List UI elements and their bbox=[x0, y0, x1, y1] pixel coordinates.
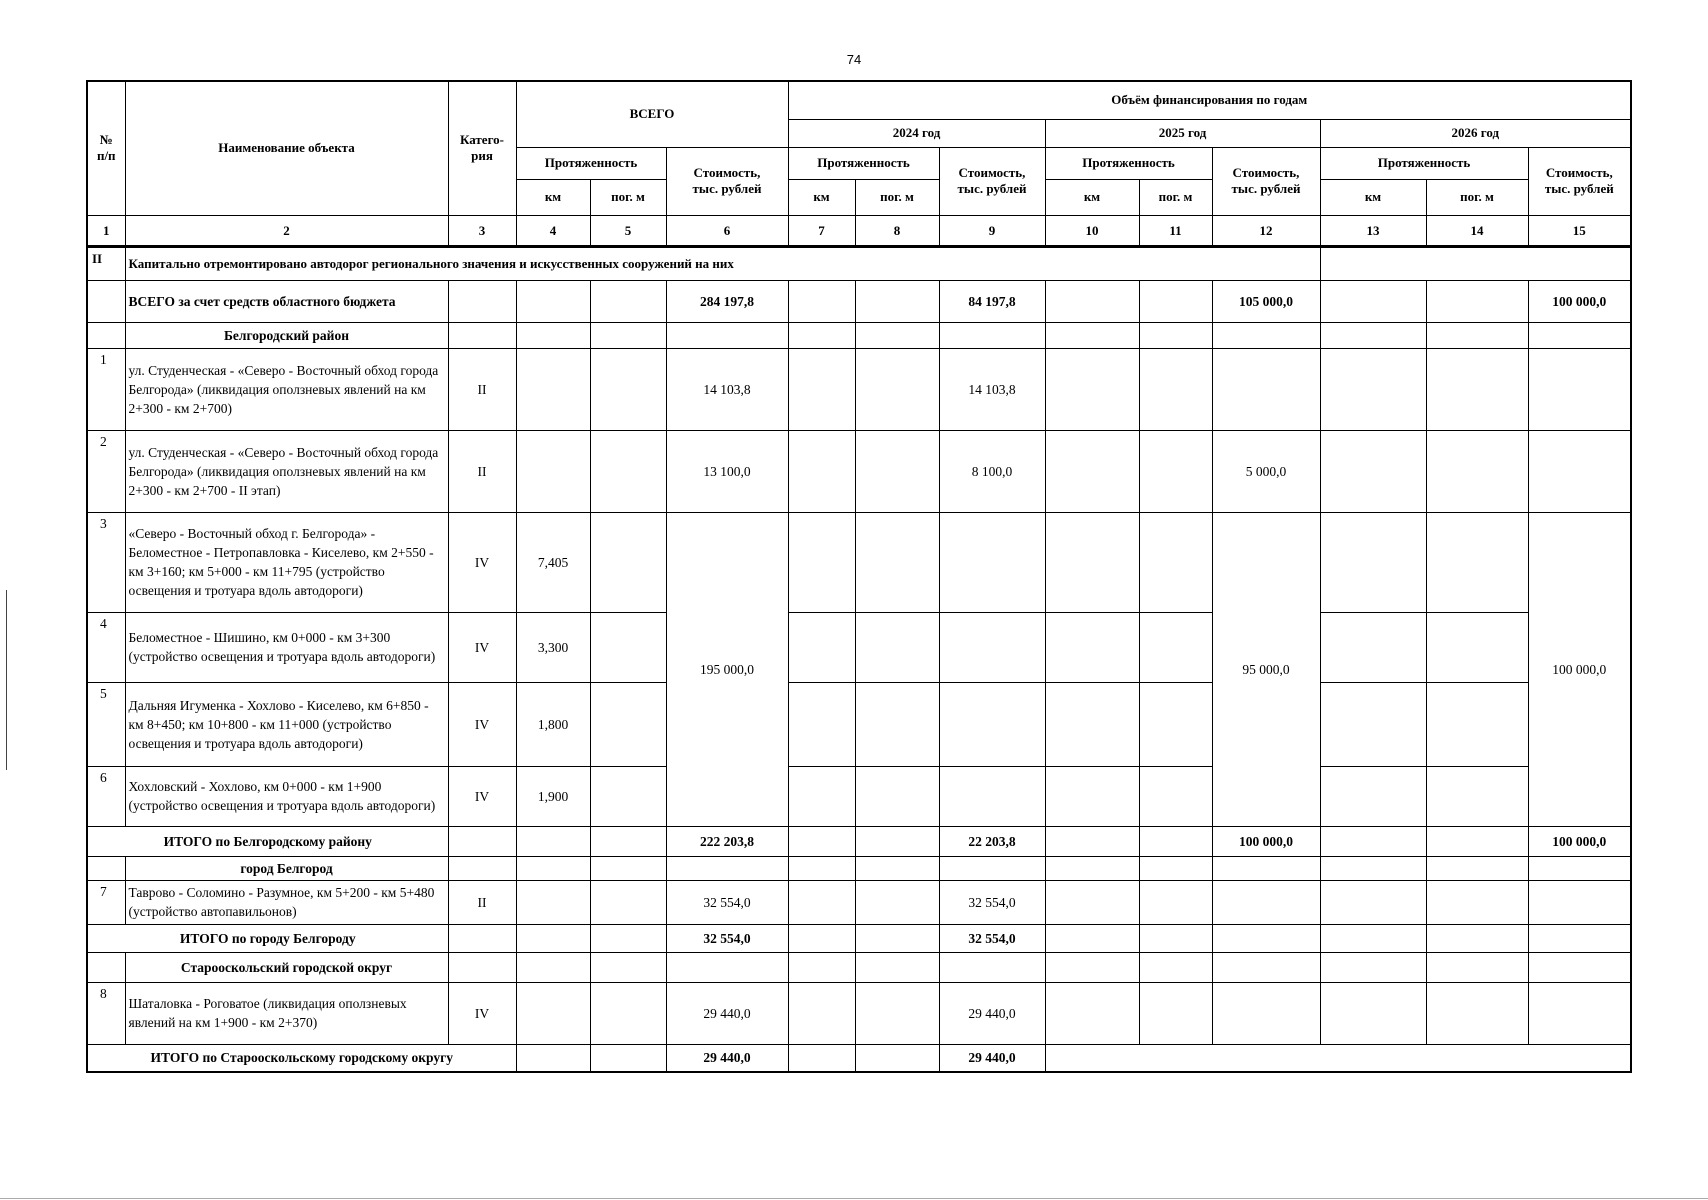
row-number: 7 bbox=[87, 880, 125, 924]
header-km: км bbox=[1320, 179, 1426, 215]
grand-total-2024: 84 197,8 bbox=[939, 280, 1045, 322]
section-number: II bbox=[87, 246, 125, 280]
table-row bbox=[87, 682, 1631, 766]
column-number: 5 bbox=[590, 215, 666, 246]
column-number: 12 bbox=[1212, 215, 1320, 246]
table-row bbox=[87, 982, 1631, 1044]
object-name: ул. Студенческая - «Северо - Восточный обход города Белгорода» (ликвидация оползневых явлений на км 2+300 - км 2+700 - II этап) bbox=[125, 430, 448, 512]
scan-edge-mark bbox=[6, 590, 7, 770]
header-pog-m: пог. м bbox=[1139, 179, 1212, 215]
cost-2024: 8 100,0 bbox=[939, 430, 1045, 512]
category: IV bbox=[448, 766, 516, 826]
district-heading-row bbox=[87, 856, 1631, 880]
grand-total-row bbox=[87, 280, 1631, 322]
table-row bbox=[87, 880, 1631, 924]
merged-cost-2025: 95 000,0 bbox=[1212, 512, 1320, 826]
funding-table bbox=[86, 80, 1632, 1073]
header-km: км bbox=[516, 179, 590, 215]
subtotal-2024: 32 554,0 bbox=[939, 924, 1045, 952]
row-number: 5 bbox=[87, 682, 125, 766]
subtotal-2025: 100 000,0 bbox=[1212, 826, 1320, 856]
district-heading-row bbox=[87, 952, 1631, 982]
header-pog-m: пог. м bbox=[855, 179, 939, 215]
header-year-2025: 2025 год bbox=[1045, 119, 1320, 147]
column-number: 7 bbox=[788, 215, 855, 246]
district-title: город Белгород bbox=[125, 856, 448, 880]
row-number: 6 bbox=[87, 766, 125, 826]
subtotal-label: ИТОГО по Старооскольскому городскому округу bbox=[87, 1044, 516, 1072]
cost-2025: 5 000,0 bbox=[1212, 430, 1320, 512]
header-length-total: Протяженность bbox=[516, 147, 666, 179]
object-name: Хохловский - Хохлово, км 0+000 - км 1+900 (устройство освещения и тротуара вдоль автодороги) bbox=[125, 766, 448, 826]
cost-total: 29 440,0 bbox=[666, 982, 788, 1044]
column-number: 9 bbox=[939, 215, 1045, 246]
district-title: Белгородский район bbox=[125, 322, 448, 348]
grand-total-2026: 100 000,0 bbox=[1528, 280, 1631, 322]
header-object-name: Наименование объекта bbox=[125, 81, 448, 215]
header-km: км bbox=[788, 179, 855, 215]
column-number: 13 bbox=[1320, 215, 1426, 246]
header-length-2024: Протяженность bbox=[788, 147, 939, 179]
header-cost-2026: Стоимость, тыс. рублей bbox=[1528, 147, 1631, 215]
cost-total: 32 554,0 bbox=[666, 880, 788, 924]
subtotal-row bbox=[87, 1044, 1631, 1072]
header-cost-2024: Стоимость, тыс. рублей bbox=[939, 147, 1045, 215]
district-title: Старооскольский городской округ bbox=[125, 952, 448, 982]
row-number: 2 bbox=[87, 430, 125, 512]
column-number: 8 bbox=[855, 215, 939, 246]
header-km: км bbox=[1045, 179, 1139, 215]
header-number: № п/п bbox=[87, 81, 125, 215]
subtotal-row bbox=[87, 924, 1631, 952]
length-km: 1,900 bbox=[516, 766, 590, 826]
object-name: Таврово - Соломино - Разумное, км 5+200 - км 5+480 (устройство автопавильонов) bbox=[125, 880, 448, 924]
row-number: 4 bbox=[87, 612, 125, 682]
subtotal-2024: 29 440,0 bbox=[939, 1044, 1045, 1072]
category: II bbox=[448, 430, 516, 512]
row-number: 1 bbox=[87, 348, 125, 430]
category: IV bbox=[448, 612, 516, 682]
column-numbers-row bbox=[87, 215, 1631, 246]
category: IV bbox=[448, 982, 516, 1044]
column-number: 2 bbox=[125, 215, 448, 246]
merged-cost-total: 195 000,0 bbox=[666, 512, 788, 826]
object-name: ул. Студенческая - «Северо - Восточный обход города Белгорода» (ликвидация оползневых явлений на км 2+300 - км 2+700) bbox=[125, 348, 448, 430]
header-year-2024: 2024 год bbox=[788, 119, 1045, 147]
subtotal-label: ИТОГО по Белгородскому району bbox=[87, 826, 448, 856]
header-cost-total: Стоимость, тыс. рублей bbox=[666, 147, 788, 215]
header-cost-2025: Стоимость, тыс. рублей bbox=[1212, 147, 1320, 215]
object-name: «Северо - Восточный обход г. Белгорода» - Беломестное - Петропавловка - Киселево, км 2+550 - км 3+160; км 5+000 - км 11+795 (устройство освещения и тротуара вдоль автодороги) bbox=[125, 512, 448, 612]
object-name: Шаталовка - Роговатое (ликвидация оползневых явлений на км 1+900 - км 2+370) bbox=[125, 982, 448, 1044]
cost-total: 14 103,8 bbox=[666, 348, 788, 430]
table-row bbox=[87, 612, 1631, 682]
cost-total: 13 100,0 bbox=[666, 430, 788, 512]
subtotal-cost: 32 554,0 bbox=[666, 924, 788, 952]
cost-2024: 14 103,8 bbox=[939, 348, 1045, 430]
object-name: Дальняя Игуменка - Хохлово - Киселево, км 6+850 - км 8+450; км 10+800 - км 11+000 (устройство освещения и тротуара вдоль автодороги) bbox=[125, 682, 448, 766]
column-number: 6 bbox=[666, 215, 788, 246]
table-row bbox=[87, 512, 1631, 612]
length-km: 7,405 bbox=[516, 512, 590, 612]
category: II bbox=[448, 880, 516, 924]
row-number: 3 bbox=[87, 512, 125, 612]
row-number: 8 bbox=[87, 982, 125, 1044]
column-number: 1 bbox=[87, 215, 125, 246]
merged-cost-2026: 100 000,0 bbox=[1528, 512, 1631, 826]
length-km: 1,800 bbox=[516, 682, 590, 766]
subtotal-label: ИТОГО по городу Белгороду bbox=[87, 924, 448, 952]
grand-total-label: ВСЕГО за счет средств областного бюджета bbox=[125, 280, 448, 322]
header-pog-m: пог. м bbox=[1426, 179, 1528, 215]
section-title: Капитально отремонтировано автодорог регионального значения и искусственных сооружений на них bbox=[125, 246, 1320, 280]
header-year-2026: 2026 год bbox=[1320, 119, 1631, 147]
table-row bbox=[87, 766, 1631, 826]
column-number: 15 bbox=[1528, 215, 1631, 246]
column-number: 10 bbox=[1045, 215, 1139, 246]
header-total: ВСЕГО bbox=[516, 81, 788, 147]
subtotal-2026: 100 000,0 bbox=[1528, 826, 1631, 856]
category: IV bbox=[448, 512, 516, 612]
header-funding-by-years: Объём финансирования по годам bbox=[788, 81, 1631, 119]
column-number: 14 bbox=[1426, 215, 1528, 246]
header-length-2025: Протяженность bbox=[1045, 147, 1212, 179]
category: IV bbox=[448, 682, 516, 766]
scan-edge-line bbox=[0, 1198, 1708, 1199]
column-number: 11 bbox=[1139, 215, 1212, 246]
column-number: 3 bbox=[448, 215, 516, 246]
column-number: 4 bbox=[516, 215, 590, 246]
table-row bbox=[87, 348, 1631, 430]
district-heading-row bbox=[87, 322, 1631, 348]
section-row bbox=[87, 246, 1631, 280]
subtotal-cost: 222 203,8 bbox=[666, 826, 788, 856]
category: II bbox=[448, 348, 516, 430]
header-category: Катего- рия bbox=[448, 81, 516, 215]
table-row bbox=[87, 430, 1631, 512]
page-number: 74 bbox=[846, 52, 862, 67]
header-length-2026: Протяженность bbox=[1320, 147, 1528, 179]
grand-total-cost: 284 197,8 bbox=[666, 280, 788, 322]
cost-2024: 32 554,0 bbox=[939, 880, 1045, 924]
object-name: Беломестное - Шишино, км 0+000 - км 3+300 (устройство освещения и тротуара вдоль автодороги) bbox=[125, 612, 448, 682]
grand-total-2025: 105 000,0 bbox=[1212, 280, 1320, 322]
subtotal-2024: 22 203,8 bbox=[939, 826, 1045, 856]
cost-2024: 29 440,0 bbox=[939, 982, 1045, 1044]
subtotal-cost: 29 440,0 bbox=[666, 1044, 788, 1072]
length-km: 3,300 bbox=[516, 612, 590, 682]
header-pog-m: пог. м bbox=[590, 179, 666, 215]
subtotal-row bbox=[87, 826, 1631, 856]
